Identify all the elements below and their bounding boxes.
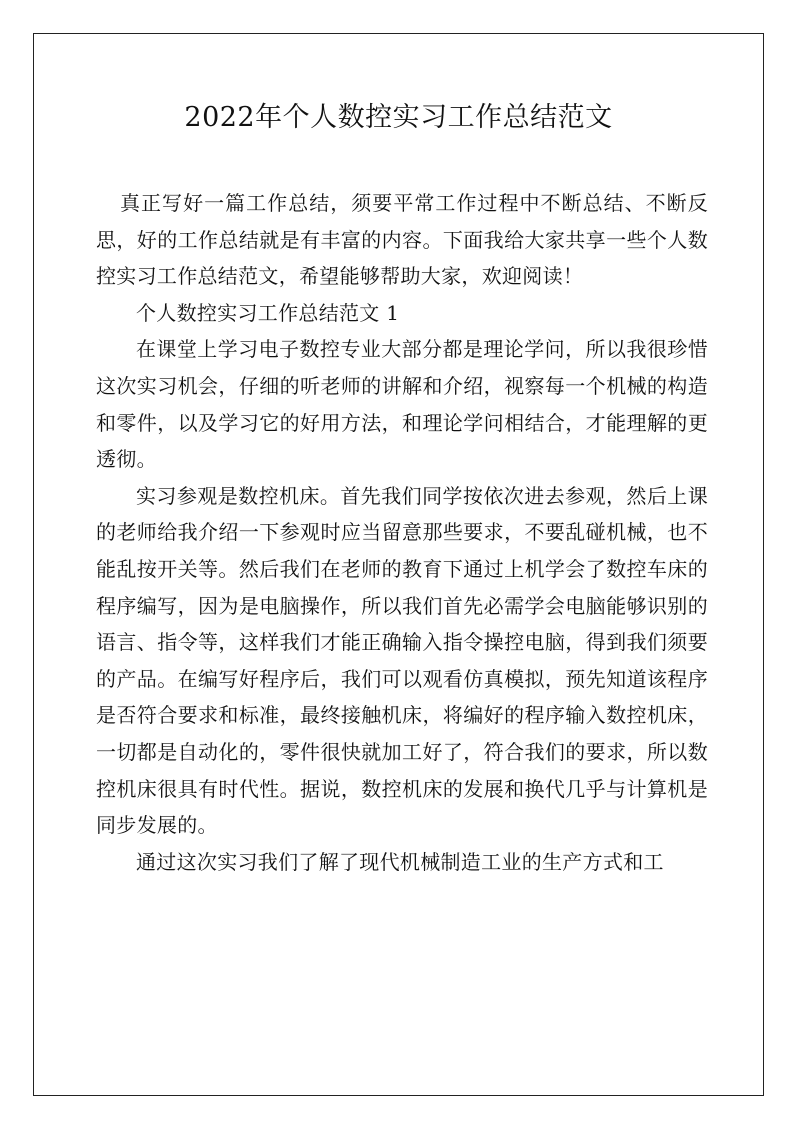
intro-paragraph: 真正写好一篇工作总结，须要平常工作过程中不断总结、不断反思，好的工作总结就是有丰富的内容。下面我给大家共享一些个人数控实习工作总结范文，希望能够帮助大家，欢迎阅读！ <box>96 191 708 289</box>
document-title: 2022年个人数控实习工作总结范文 <box>184 102 613 133</box>
section-heading: 个人数控实习工作总结范文 1 <box>136 300 400 325</box>
body-paragraph-1: 在课堂上学习电子数控专业大部分都是理论学问，所以我很珍惜这次实习机会，仔细的听老师的讲解和介绍，视察每一个机械的构造和零件，以及学习它的好用方法，和理论学问相结合，才能理解的更透彻。 <box>96 337 708 472</box>
body-paragraph-3: 通过这次实习我们了解了现代机械制造工业的生产方式和工 <box>136 849 664 874</box>
document-body <box>96 185 708 880</box>
body-paragraph-2: 实习参观是数控机床。首先我们同学按依次进去参观，然后上课的老师给我介绍一下参观时应当留意那些要求，不要乱碰机械，也不能乱按开关等。然后我们在老师的教育下通过上机学会了数控车床的程序编写，因为是电脑操作，所以我们首先必需学会电脑能够识别的语言、指令等，这样我们才能正确输入指令操控电脑，得到我们须要的产品。在编写好程序后，我们可以观看仿真模拟，预先知道该程序是否符合要求和标准，最终接触机床，将编好的程序输入数控机床，一切都是自动化的，零件很快就加工好了，符合我们的要求，所以数控机床很具有时代性。据说，数控机床的发展和换代几乎与计算机是同步发展的。 <box>96 483 708 838</box>
